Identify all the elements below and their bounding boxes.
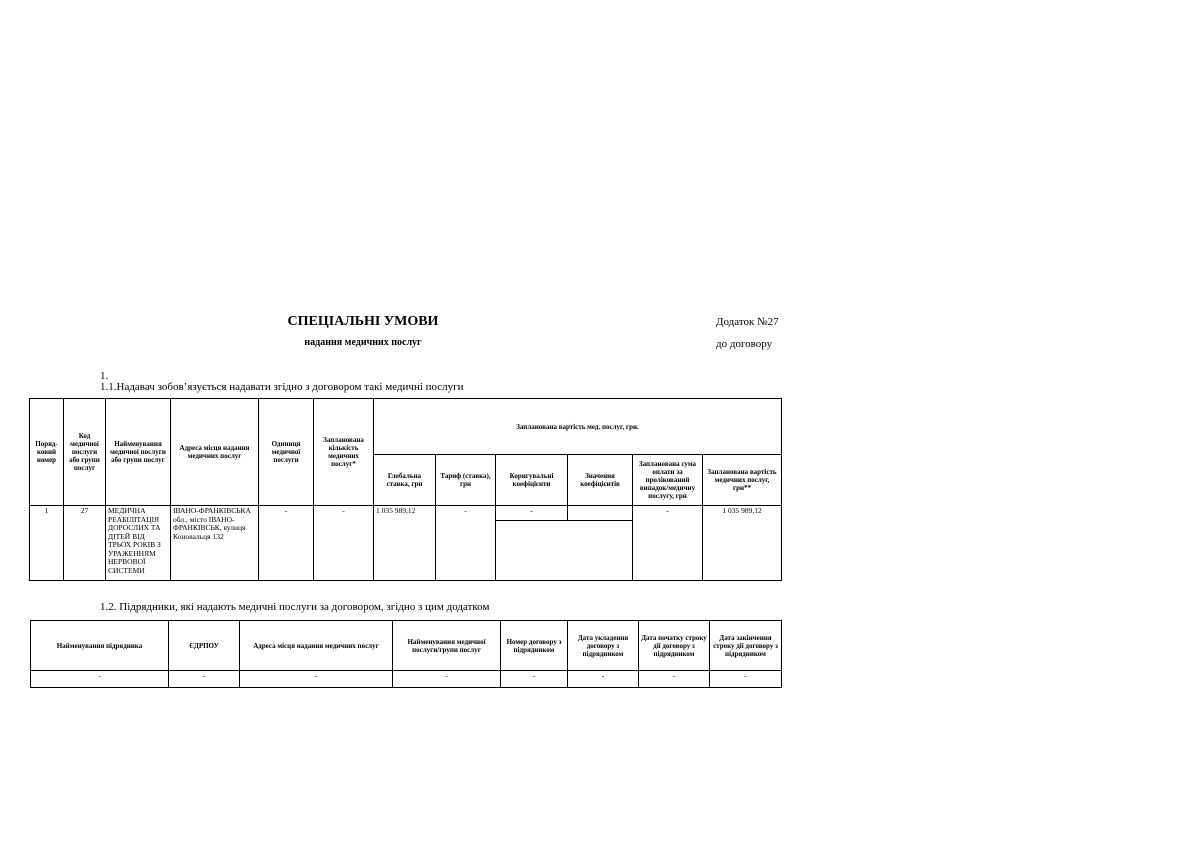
header-address: Адреса місця надання медичних послуг — [171, 399, 259, 506]
header-contractor-service: Найменування медичної послуги/групи послуг — [393, 621, 501, 671]
header-planned-cost: Запланована вартість медичних послуг, грн** — [703, 455, 782, 506]
contract-reference: до договору — [716, 338, 773, 350]
table-cell: - — [240, 671, 393, 688]
cell-service-name: МЕДИЧНА РЕАБІЛІТАЦІЯ ДОРОСЛИХ ТА ДІТЕЙ ВІД ТРЬОХ РОКІВ З УРАЖЕННЯМ НЕРВОВОЇ СИСТЕМИ — [106, 506, 171, 581]
header-global-rate: Глобальна ставка, грн — [374, 455, 436, 506]
cell-coefficient: - — [496, 506, 568, 521]
header-contract-number: Номер договору з підрядником — [501, 621, 568, 671]
header-unit: Одиниця медичної послуги — [259, 399, 314, 506]
header-planned-sum: Запланована сума оплати за пролікований випадок/медичну послугу, грн — [633, 455, 703, 506]
table-cell: - — [31, 671, 169, 688]
page-title: СПЕЦІАЛЬНІ УМОВИ — [287, 314, 439, 329]
table-cell: - — [710, 671, 782, 688]
cell-qty: - — [314, 506, 374, 581]
cell-code: 27 — [64, 506, 106, 581]
cell-global-rate: 1 035 989,12 — [374, 506, 436, 581]
table-cell: - — [568, 671, 639, 688]
cell-unit: - — [259, 506, 314, 581]
table-cell: - — [639, 671, 710, 688]
services-table — [29, 398, 782, 581]
section-number: 1. — [100, 370, 109, 382]
header-tariff: Тариф (ставка), грн — [436, 455, 496, 506]
header-start-date: Дата початку строку дії договору з підрядником — [639, 621, 710, 671]
header-cost-group: Запланована вартість мед. послуг, грн. — [374, 399, 782, 455]
page-subtitle: надання медичних послуг — [304, 337, 422, 348]
cell-num: 1 — [30, 506, 64, 581]
header-contractor-name: Найменування підрядника — [31, 621, 169, 671]
section-1-2-heading: 1.2. Підрядники, які надають медичні послуги за договором, згідно з цим додатком — [100, 601, 490, 613]
annex-number: Додаток №27 — [716, 316, 779, 328]
cell-planned-cost: 1 035 989,12 — [703, 506, 782, 581]
table-cell: - — [393, 671, 501, 688]
cell-coefficient-value — [568, 506, 633, 521]
contractors-table — [30, 620, 782, 688]
header-contractor-address: Адреса місця надання медичних послуг — [240, 621, 393, 671]
table-cell: - — [501, 671, 568, 688]
header-end-date: Дата закінчення строку дії договору з підрядником — [710, 621, 782, 671]
header-code: Код медичної послуги або групи послуг — [64, 399, 106, 506]
header-coefficients: Коригувальні коефіцієнти — [496, 455, 568, 506]
header-edrpou: ЄДРПОУ — [169, 621, 240, 671]
header-contract-date: Дата укладення договору з підрядником — [568, 621, 639, 671]
cell-planned-sum: - — [633, 506, 703, 581]
header-planned-qty: Запланована кількість медичних послуг* — [314, 399, 374, 506]
header-coefficient-values: Значення коефіцієнтів — [568, 455, 633, 506]
header-num: Поряд-ковий номер — [30, 399, 64, 506]
header-service-name: Найменування медичної послуги або групи послуг — [106, 399, 171, 506]
cell-address: ІВАНО-ФРАНКІВСЬКА обл., місто ІВАНО-ФРАНКІВСЬК, вулиця Коновальця 132 — [171, 506, 259, 581]
cell-tariff: - — [436, 506, 496, 581]
cell-coefficient-extra — [496, 521, 633, 581]
table-cell: - — [169, 671, 240, 688]
section-1-1-heading: 1.1.Надавач зобов’язується надавати згідно з договором такі медичні послуги — [100, 381, 464, 393]
